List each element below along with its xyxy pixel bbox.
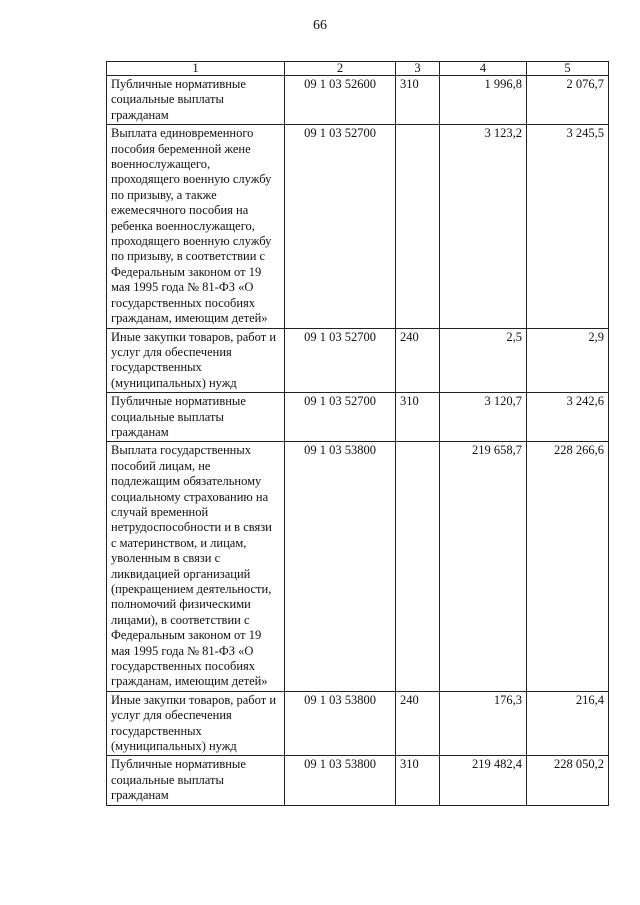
row-code-cell: 09 1 03 53800 xyxy=(285,442,396,692)
row-value4-cell: 219 482,4 xyxy=(440,756,527,805)
column-header: 3 xyxy=(396,62,440,76)
row-value5-cell: 3 242,6 xyxy=(527,393,609,442)
row-code-cell: 09 1 03 52700 xyxy=(285,328,396,393)
row-name-cell: Иные закупки товаров, работ и услуг для обеспечения государственных (муниципальных) нужд xyxy=(107,328,285,393)
page-number: 66 xyxy=(313,18,327,33)
row-name-cell: Публичные нормативные социальные выплаты гражданам xyxy=(107,76,285,125)
row-value4-cell: 219 658,7 xyxy=(440,442,527,692)
row-value4-cell: 3 120,7 xyxy=(440,393,527,442)
row-value4-cell: 2,5 xyxy=(440,328,527,393)
row-type-cell xyxy=(396,442,440,692)
column-header: 1 xyxy=(107,62,285,76)
row-type-cell: 240 xyxy=(396,691,440,756)
row-type-cell xyxy=(396,125,440,328)
column-header: 5 xyxy=(527,62,609,76)
table-row xyxy=(107,125,609,328)
row-value4-cell: 1 996,8 xyxy=(440,76,527,125)
row-code-cell: 09 1 03 52600 xyxy=(285,76,396,125)
row-value5-cell: 2 076,7 xyxy=(527,76,609,125)
row-name-cell: Публичные нормативные социальные выплаты гражданам xyxy=(107,756,285,805)
table-row xyxy=(107,442,609,692)
table-row xyxy=(107,756,609,805)
row-type-cell: 310 xyxy=(396,393,440,442)
column-header: 2 xyxy=(285,62,396,76)
row-value4-cell: 3 123,2 xyxy=(440,125,527,328)
row-type-cell: 240 xyxy=(396,328,440,393)
row-value4-cell: 176,3 xyxy=(440,691,527,756)
table-row xyxy=(107,691,609,756)
table-row xyxy=(107,76,609,125)
row-name-cell: Выплата государственных пособий лицам, не подлежащим обязательному социальному страхованию на случай временной нетрудоспособности и в связи с материнством, и лицам, уволенным в связи с ликвидацией организаций (прекращением деятельности, полномочий физическими лицами), в соответствии с Федеральным законом от 19 мая 1995 года № 81-ФЗ «О государственных пособиях гражданам, имеющим детей» xyxy=(107,442,285,692)
row-value5-cell: 3 245,5 xyxy=(527,125,609,328)
row-value5-cell: 228 266,6 xyxy=(527,442,609,692)
row-name-cell: Иные закупки товаров, работ и услуг для обеспечения государственных (муниципальных) нужд xyxy=(107,691,285,756)
row-name-cell: Публичные нормативные социальные выплаты гражданам xyxy=(107,393,285,442)
table-row xyxy=(107,393,609,442)
row-value5-cell: 216,4 xyxy=(527,691,609,756)
row-value5-cell: 228 050,2 xyxy=(527,756,609,805)
row-type-cell: 310 xyxy=(396,76,440,125)
header-row xyxy=(107,62,609,76)
row-type-cell: 310 xyxy=(396,756,440,805)
table-row xyxy=(107,328,609,393)
row-code-cell: 09 1 03 53800 xyxy=(285,691,396,756)
row-value5-cell: 2,9 xyxy=(527,328,609,393)
row-code-cell: 09 1 03 52700 xyxy=(285,125,396,328)
row-name-cell: Выплата единовременного пособия беременной жене военнослужащего, проходящего военную службу по призыву, а также ежемесячного пособия на ребенка военнослужащего, проходящего военную службу по призыву, в соответствии с Федеральным законом от 19 мая 1995 года № 81-ФЗ «О государственных пособиях гражданам, имеющим детей» xyxy=(107,125,285,328)
column-header: 4 xyxy=(440,62,527,76)
row-code-cell: 09 1 03 52700 xyxy=(285,393,396,442)
budget-table xyxy=(106,61,609,806)
row-code-cell: 09 1 03 53800 xyxy=(285,756,396,805)
